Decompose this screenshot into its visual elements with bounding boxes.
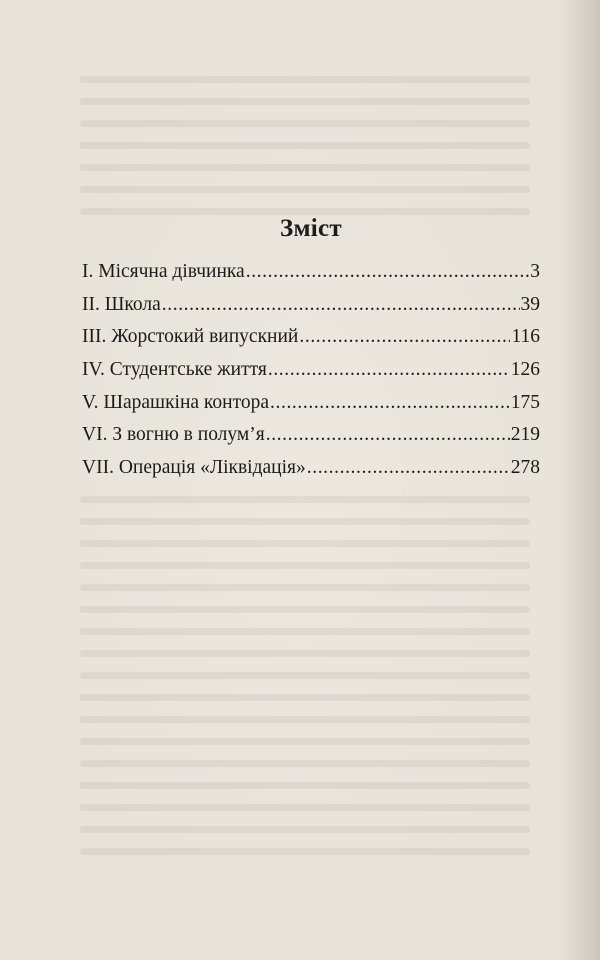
- toc-dot-leader: [266, 419, 510, 452]
- toc-entry-title: I. Місячна дівчинка: [82, 261, 245, 282]
- page-edge-shadow: [560, 0, 600, 960]
- toc-entry: [82, 256, 540, 289]
- toc-entry: [82, 321, 540, 354]
- toc-entry-page-number: 278: [510, 457, 540, 479]
- toc-dot-leader: [307, 452, 510, 485]
- toc-list: [82, 256, 540, 485]
- toc-entry-title: VI. З вогню в полум’я: [82, 424, 265, 446]
- toc-entry-page-number: 219: [510, 424, 540, 446]
- toc-dot-leader: [270, 387, 510, 420]
- toc-entry-title: V. Шарашкіна контора: [82, 391, 270, 413]
- toc-entry-page-number: 116: [511, 326, 540, 348]
- toc-entry: [82, 419, 540, 452]
- toc-dot-leader: [162, 289, 520, 322]
- toc-entry-page-number: 126: [510, 359, 540, 381]
- toc-dot-leader: [246, 256, 530, 289]
- toc-entry-title: II. Школа: [82, 293, 161, 315]
- toc-entry-title: III. Жорстокий випускний: [82, 326, 299, 348]
- toc-dot-leader: [268, 354, 510, 387]
- toc-dot-leader: [299, 321, 510, 354]
- toc-entry: [82, 387, 540, 420]
- toc-entry-title: IV. Студентське життя: [82, 359, 267, 381]
- toc-entry: [82, 452, 540, 485]
- toc-entry-page-number: 175: [510, 391, 540, 413]
- toc-entry: [82, 354, 540, 387]
- toc-entry: [82, 289, 540, 322]
- toc-title: Зміст: [279, 215, 343, 242]
- toc-entry-page-number: 39: [520, 293, 540, 315]
- table-of-contents: [82, 214, 540, 485]
- toc-entry-page-number: 3: [530, 261, 540, 282]
- toc-entry-title: VII. Операція «Ліквідація»: [82, 457, 306, 479]
